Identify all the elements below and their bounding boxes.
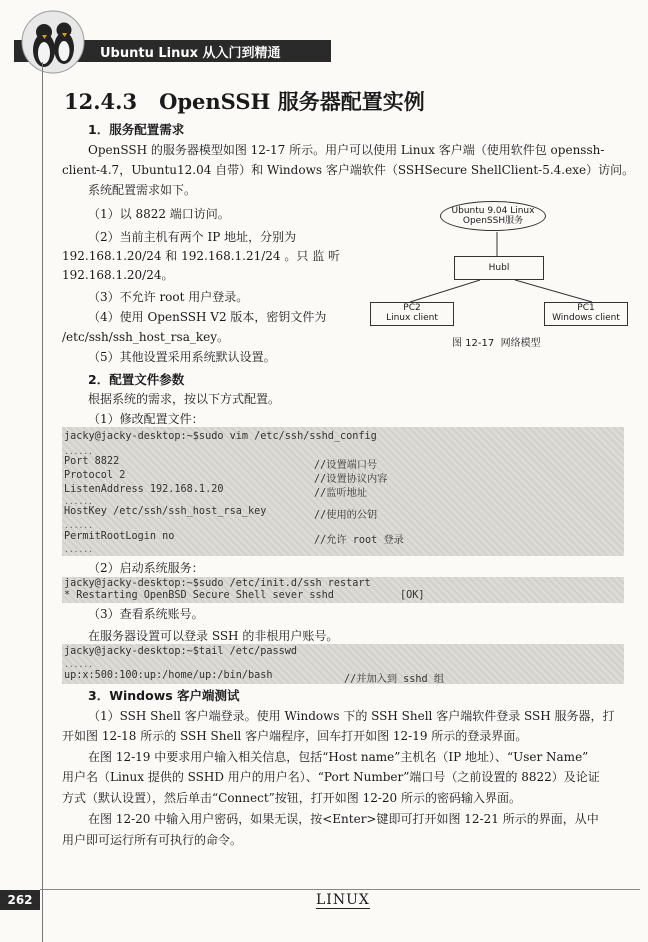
paragraph-line: 在服务器设置可以登录 SSH 的非根用户账号。 xyxy=(88,629,339,643)
code-line-permit: PermitRootLogin no xyxy=(64,531,175,542)
requirement-2-cont: 192.168.1.20/24 和 192.168.1.21/24 。只 监 听 xyxy=(62,249,341,263)
requirement-2-cont: 192.168.1.20/24。 xyxy=(62,268,174,282)
paragraph-line: OpenSSH 的服务器模型如图 12-17 所示。用户可以使用 Linux 客户端（使用软件包 openssh- xyxy=(88,143,605,157)
figure-number: 图 12-17 xyxy=(452,338,495,349)
hub-node: Hubl xyxy=(454,256,544,280)
code-ellipsis: ...... xyxy=(64,545,93,554)
server-node xyxy=(440,201,546,231)
code-line-command: jacky@jacky-desktop:~$sudo vim /etc/ssh/sshd_config xyxy=(64,431,377,442)
code-comment: //并加入到 sshd 组 xyxy=(344,674,445,685)
code-line-command: jacky@jacky-desktop:~$sudo /etc/init.d/ssh restart xyxy=(64,578,371,589)
code-line-output: * Restarting OpenBSD Secure Shell sever sshd xyxy=(64,590,334,601)
code-block-restart xyxy=(62,577,624,603)
footer-linux-logo: LINUX xyxy=(316,892,370,908)
figure-caption-text: 网络模型 xyxy=(500,338,541,349)
requirement-5: （5）其他设置采用系统默认设置。 xyxy=(88,350,276,364)
server-service: OpenSSH服务 xyxy=(462,216,524,226)
code-line-command: jacky@jacky-desktop:~$tail /etc/passwd xyxy=(64,646,298,657)
requirement-4: （4）使用 OpenSSH V2 版本，密钥文件为 xyxy=(88,310,327,324)
code-line-protocol: Protocol 2 xyxy=(64,470,126,481)
penguin-logo-icon xyxy=(14,8,92,74)
paragraph-line: 系统配置需求如下。 xyxy=(88,183,197,197)
paragraph-line: 在图 12-20 中输入用户密码，如果无误，按<Enter>键即可打开如图 12-21 所示的界面，从中 xyxy=(88,812,599,826)
pc2-name: PC2 xyxy=(403,303,421,313)
footer-rule xyxy=(40,889,640,890)
code-ellipsis: ...... xyxy=(64,660,93,669)
paragraph-line: 方式（默认设置），然后单击“Connect”按钮，打开如图 12-20 所示的密码输入界面。 xyxy=(62,791,522,805)
paragraph-line: 在图 12-19 中要求用户输入相关信息，包括“Host name”主机名（IP 地址）、“User Name” xyxy=(88,750,589,764)
code-comment: //使用的公钥 xyxy=(314,510,378,521)
requirement-2: （2）当前主机有两个 IP 地址，分别为 xyxy=(88,230,297,244)
paragraph-line: 用户即可运行所有可执行的命令。 xyxy=(62,833,243,847)
code-ellipsis: ...... xyxy=(64,447,93,456)
code-line-entry: up:x:500:100:up:/home/up:/bin/bash xyxy=(64,670,273,681)
paragraph-line: （1）SSH Shell 客户端登录。使用 Windows 下的 SSH Shell 客户端软件登录 SSH 服务器，打 xyxy=(88,709,615,723)
code-line-listen: ListenAddress 192.168.1.20 xyxy=(64,484,224,495)
subsection-heading-2: 2．配置文件参数 xyxy=(88,372,185,387)
step-2: （2）启动系统服务： xyxy=(88,561,204,575)
requirement-1: （1）以 8822 端口访问。 xyxy=(88,207,230,221)
subsection-heading-1: 1．服务配置需求 xyxy=(88,122,185,137)
pc2-role: Linux client xyxy=(386,313,438,323)
paragraph-line: 用户名（Linux 提供的 SSHD 用户的用户名）、“Port Number”端口号（之前设置的 8822）及论证 xyxy=(62,770,600,784)
code-ellipsis: ...... xyxy=(64,497,93,506)
code-block-passwd xyxy=(62,644,624,684)
paragraph-line: 开如图 12-18 所示的 SSH Shell 客户端程序，回车打开如图 12-19 所示的登录界面。 xyxy=(62,729,528,743)
book-title: Ubuntu Linux 从入门到精通 xyxy=(100,46,281,61)
network-diagram xyxy=(370,198,628,338)
section-title xyxy=(64,86,425,116)
pc2-node xyxy=(370,302,454,326)
requirement-3: （3）不允许 root 用户登录。 xyxy=(88,290,249,304)
code-status-ok: [OK] xyxy=(400,590,425,601)
paragraph-line: client-4.7，Ubuntu12.04 自带）和 Windows 客户端软件（SSHSecure ShellClient-5.4.exe）访问。 xyxy=(62,163,635,177)
pc1-name: PC1 xyxy=(577,303,595,313)
code-block-sshd-config xyxy=(62,427,624,556)
section-title-text: OpenSSH 服务器配置实例 xyxy=(159,89,425,114)
code-line-hostkey: HostKey /etc/ssh/ssh_host_rsa_key xyxy=(64,506,267,517)
code-comment: //设置端口号 xyxy=(314,460,378,471)
requirement-4-cont: /etc/ssh/ssh_host_rsa_key。 xyxy=(62,330,229,344)
pc1-node xyxy=(544,302,628,326)
figure-caption xyxy=(452,334,541,349)
pc1-role: Windows client xyxy=(552,313,620,323)
code-line-port: Port 8822 xyxy=(64,456,120,467)
subsection-heading-3: 3．Windows 客户端测试 xyxy=(88,688,240,703)
code-comment: //监听地址 xyxy=(314,488,368,499)
page-number: 262 xyxy=(0,890,40,910)
code-ellipsis: ...... xyxy=(64,521,93,530)
step-1: （1）修改配置文件： xyxy=(88,412,204,426)
margin-rule xyxy=(42,62,43,942)
code-comment: //允许 root 登录 xyxy=(314,535,404,546)
section-number: 12.4.3 xyxy=(64,89,138,114)
code-comment: //设置协议内容 xyxy=(314,474,388,485)
server-label: Ubuntu 9.04 Linux xyxy=(451,206,535,216)
paragraph-line: 根据系统的需求，按以下方式配置。 xyxy=(88,392,281,406)
step-3: （3）查看系统账号。 xyxy=(88,607,204,621)
